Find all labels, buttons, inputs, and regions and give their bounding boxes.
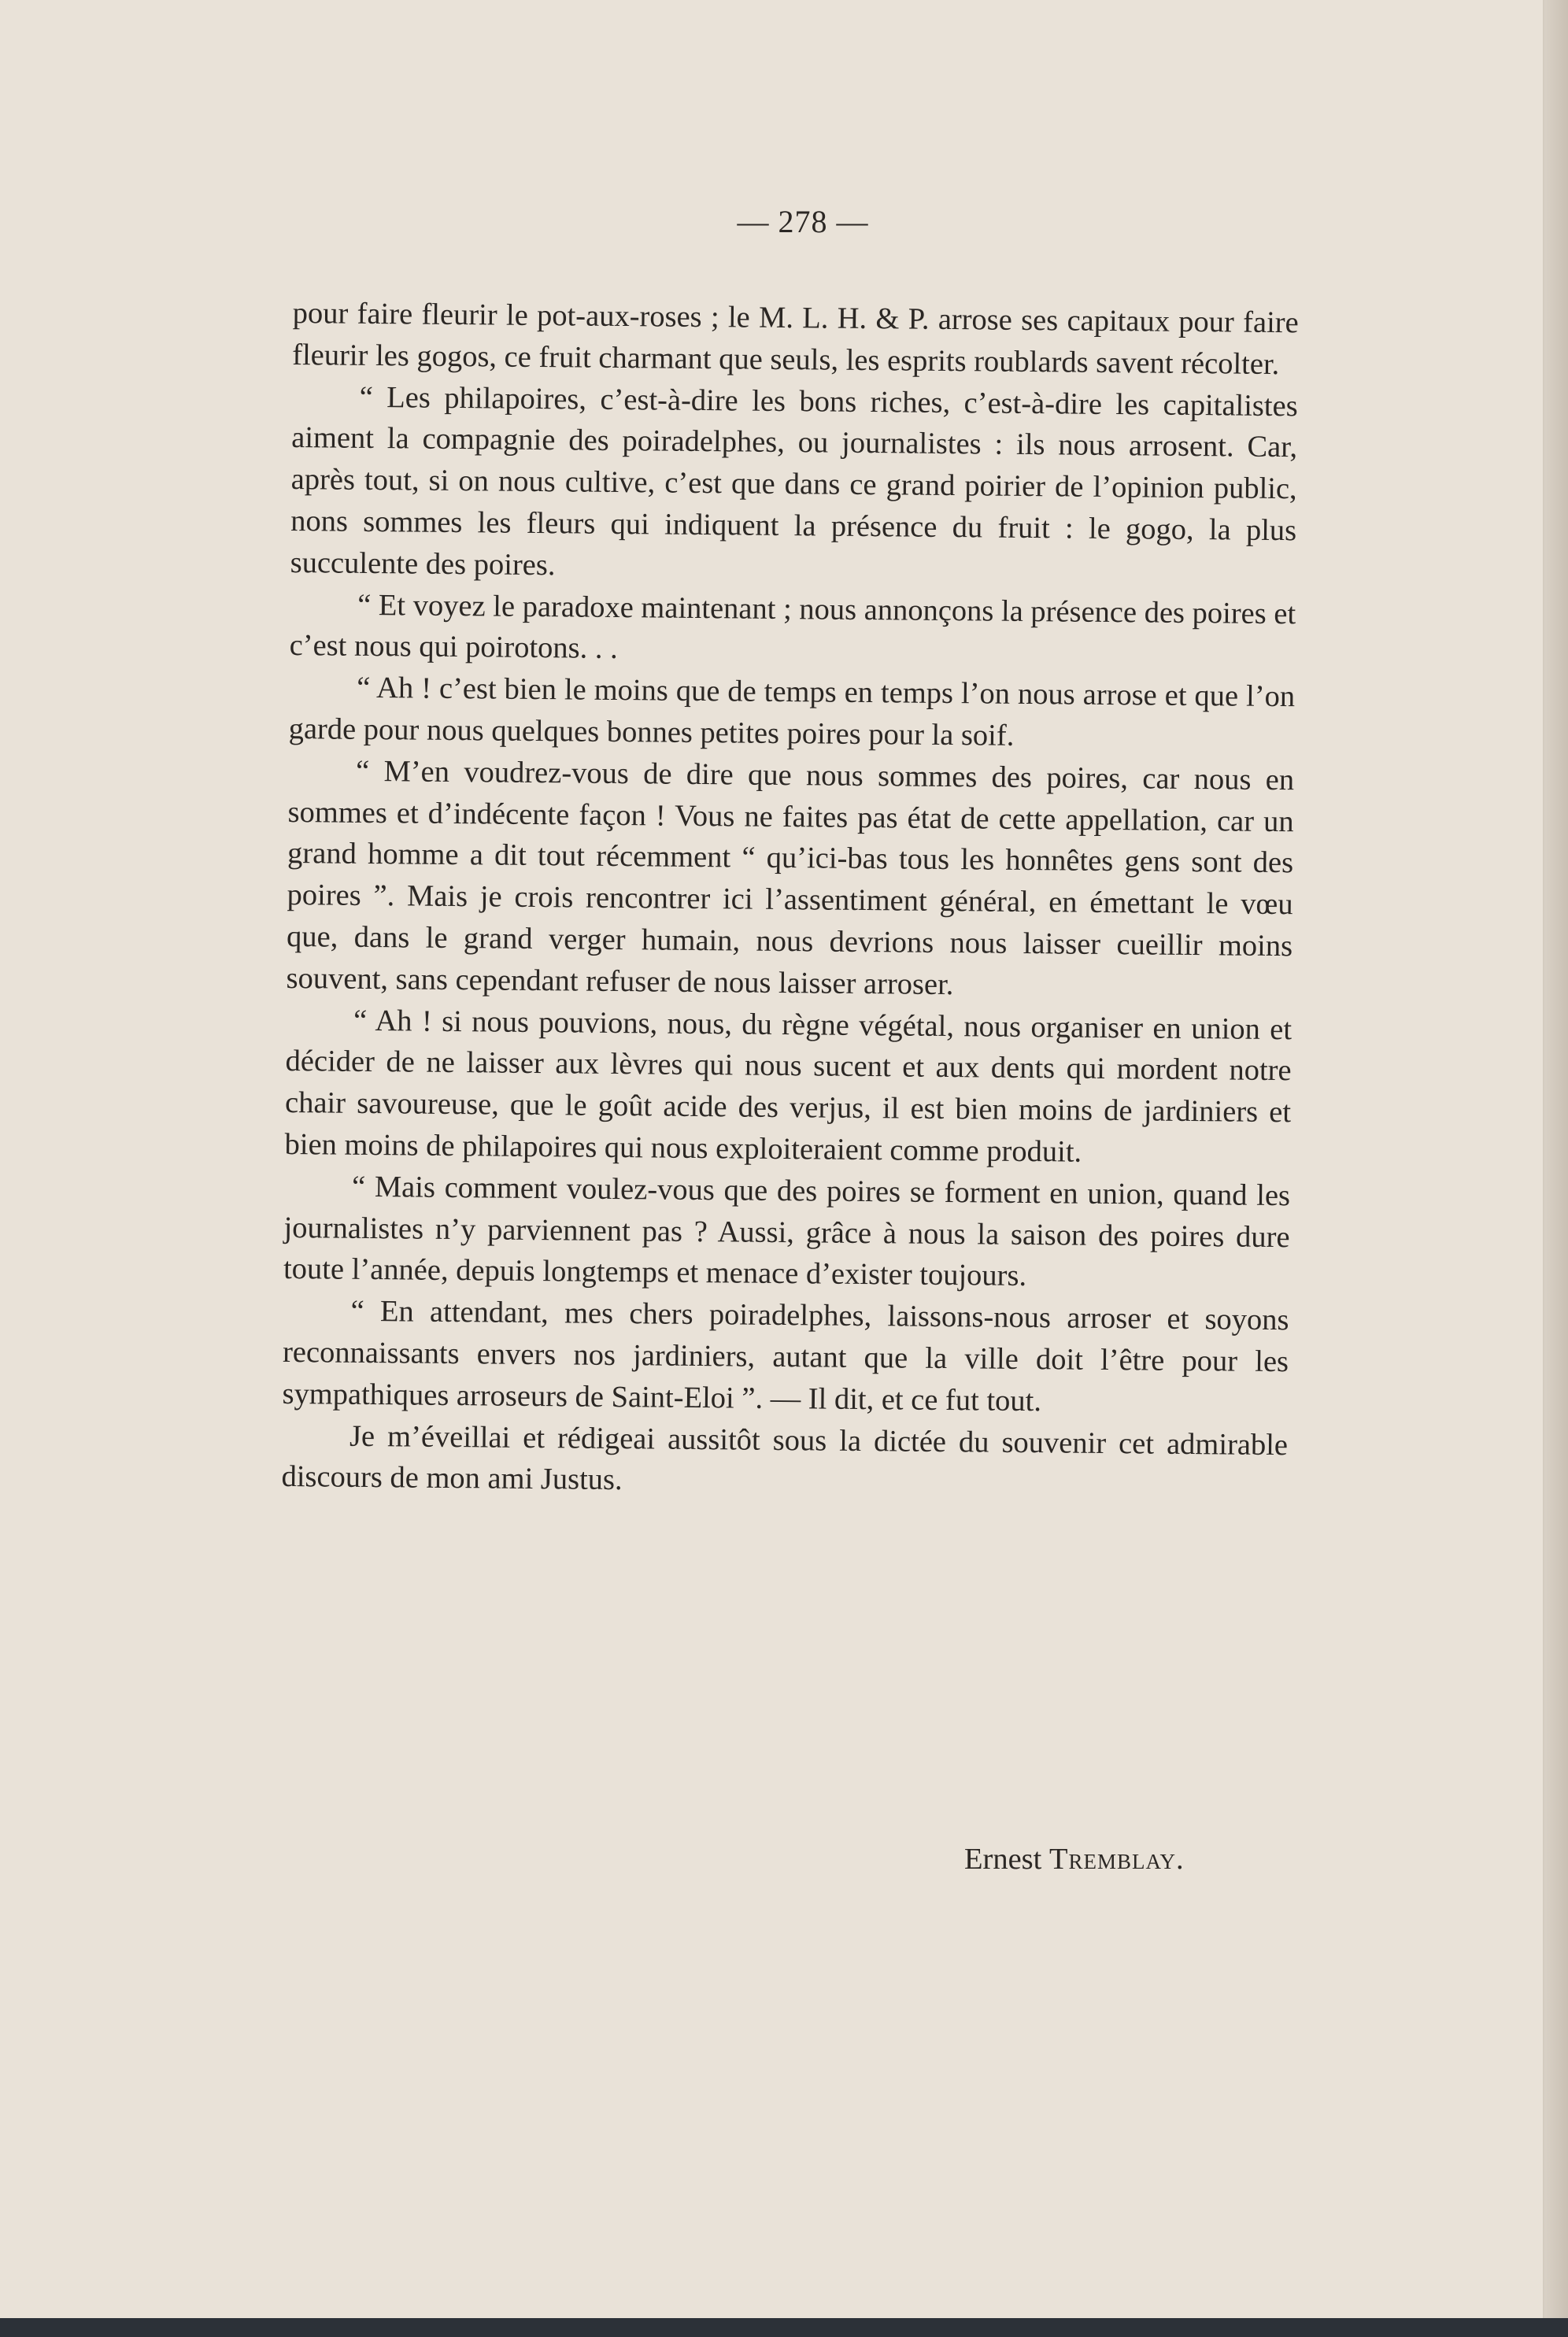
paragraph: “ Ah ! si nous pouvions, nous, du règne végétal, nous organiser en union et décider de ne laisser aux lèvres qui nous sucent et aux dents qui mordent notre chair savoureuse, que le goût acide des verjus, il est bien moins de jardiniers et bien moins de philapoires qui nous exploiteraient comme produit. <box>284 1004 1292 1169</box>
paragraph: “ Mais comment voulez-vous que des poires se forment en union, quand les journalistes n’y parviennent pas ? Aussi, grâce à nous la saison des poires dure toute l’année, depuis longtemps et menace d’exister toujours. <box>283 1170 1291 1293</box>
scan-border <box>0 2318 1568 2337</box>
page-number: — 278 — <box>737 204 869 239</box>
paragraph: “ Les philapoires, c’est-à-dire les bons riches, c’est-à-dire les capitalistes aiment la compagnie des poiradelphes, ou journalistes : ils nous arrosent. Car, après tout, si on nous cultive, c’est que dans ce grand poirier de l’opinion public, nons sommes les fleurs qui indiquent la présence du fruit : le gogo, la plus succulente des poires. <box>290 380 1298 582</box>
author-first-name: Ernest <box>964 1843 1042 1876</box>
body-text <box>281 293 1299 1507</box>
author-signature <box>964 1839 1185 1880</box>
paragraph: “ Et voyez le paradoxe maintenant ; nous annonçons la présence des poires et c’est nous qui poirotons. . . <box>289 588 1296 666</box>
paragraph: “ Ah ! c’est bien le moins que de temps en temps l’on nous arrose et que l’on garde pour nous quelques bonnes petites poires pour la soif. <box>288 671 1296 752</box>
paragraph: pour faire fleurir le pot-aux-roses ; le M. L. H. & P. arrose ses capitaux pour faire fleurir les gogos, ce fruit charmant que seuls, les esprits roublards savent récolter. <box>292 296 1299 381</box>
paragraph: Je m’éveillai et rédigeai aussitôt sous la dictée du souvenir cet admirable discours de mon ami Justus. <box>281 1419 1289 1497</box>
page-edge <box>1543 0 1568 2318</box>
author-last-name: Tremblay. <box>1048 1843 1185 1876</box>
paragraph: “ En attendant, mes chers poiradelphes, laissons-nous arroser et soyons reconnaissants envers nos jardiniers, autant que la ville doit l’être pour les sympathiques arroseurs de Saint-Eloi ”. — Il dit, et ce fut tout. <box>282 1294 1289 1418</box>
paragraph: “ M’en voudrez-vous de dire que nous sommes des poires, car nous en sommes et d’indécente façon ! Vous ne faites pas état de cette appellation, car un grand homme a dit tout récemment “ qu’ici-bas tous les honnêtes gens sont des poires ”. Mais je crois rencontrer ici l’assentiment général, en émettant le vœu que, dans le grand verger humain, nous devrions nous laisser cueillir moins souvent, sans cependant refuser de nous laisser arroser. <box>286 754 1295 1001</box>
